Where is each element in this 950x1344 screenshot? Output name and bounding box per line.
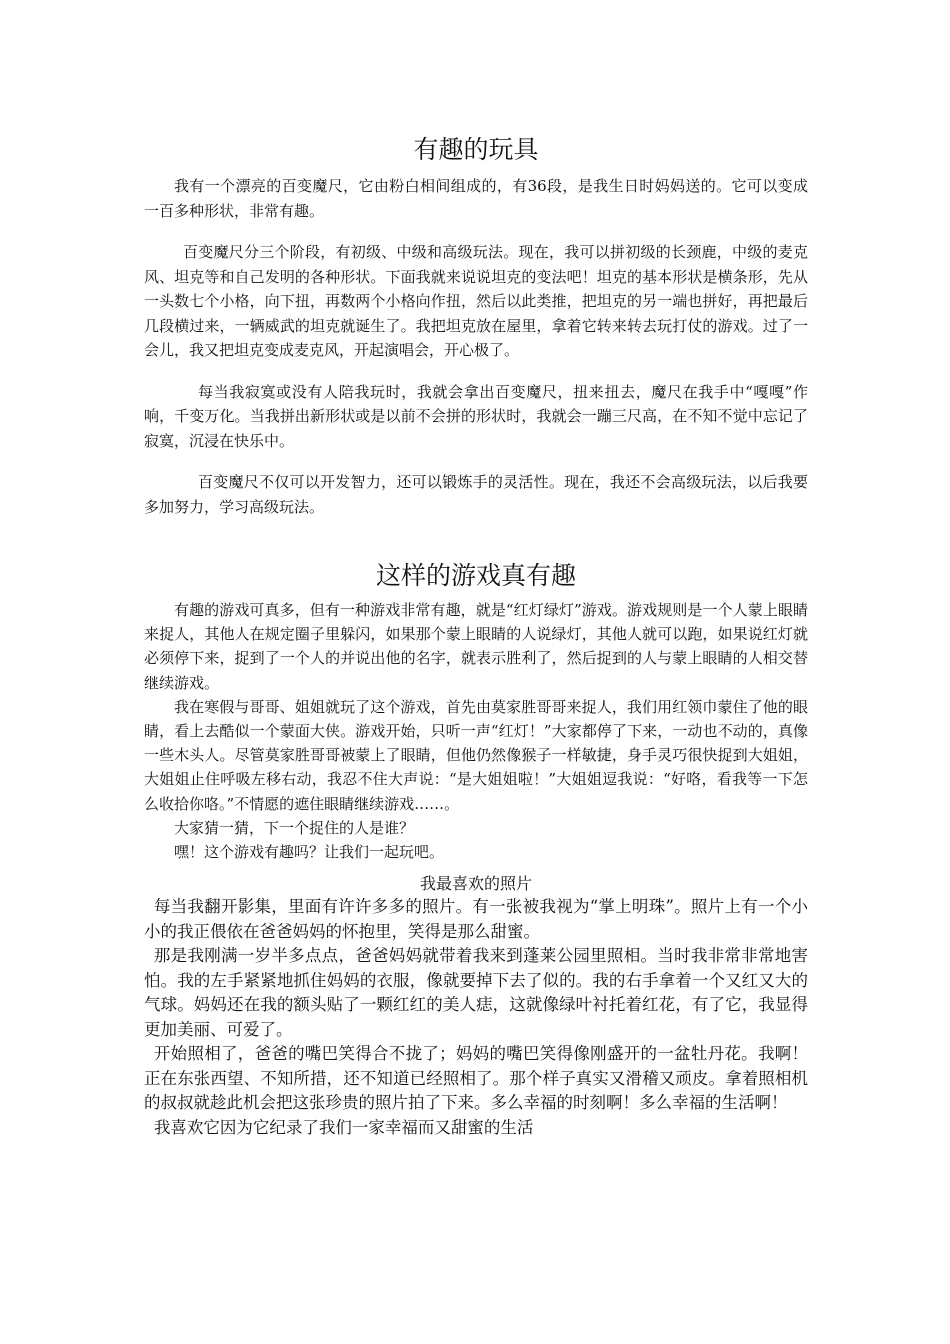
essay-photo-paragraph-4: 我喜欢它因为它纪录了我们一家幸福而又甜蜜的生活 bbox=[153, 1117, 534, 1137]
essay-game-paragraph-3: 大家猜一猜，下一个捉住的人是谁？ bbox=[174, 818, 415, 837]
essay-toy bbox=[144, 134, 808, 519]
essay-game-paragraph-4: 嘿！这个游戏有趣吗？让我们一起玩吧。 bbox=[174, 843, 445, 862]
essay-game-paragraph-2: 我在寒假与哥哥、姐姐就玩了这个游戏，首先由莫家胜哥哥来捉人，我们用红领巾蒙住了他的眼睛，看上去酷似一个蒙面大侠。游戏开始，只听一声“红灯！”大家都停了下来，一动也不动的，真像一些木头人。尽管莫家胜哥哥被蒙上了眼睛，但他仍然像猴子一样敏捷，身手灵巧很快捉到大姐姐，大姐姐止住呼吸左移右动，我忍不住大声说：“是大姐姐啦！”大姐姐逗我说：“好咯，看我等一下怎么收拾你咯。”不情愿的遮住眼睛继续游戏……。 bbox=[144, 697, 808, 813]
essay-game-paragraph-1: 有趣的游戏可真多，但有一种游戏非常有趣，就是“红灯绿灯”游戏。游戏规则是一个人蒙上眼睛来捉人，其他人在规定圈子里躲闪，如果那个蒙上眼睛的人说绿灯，其他人就可以跑，如果说红灯就必须停下来，捉到了一个人的并说出他的名字，就表示胜利了，然后捉到的人与蒙上眼睛的人相交替继续游戏。 bbox=[144, 601, 808, 692]
essay-photo-title: 我最喜欢的照片 bbox=[419, 874, 532, 893]
essay-toy-paragraph-4: 百变魔尺不仅可以开发智力，还可以锻炼手的灵活性。现在，我还不会高级玩法，以后我要多加努力，学习高级玩法。 bbox=[144, 473, 808, 516]
essay-photo-paragraph-2: 那是我刚满一岁半多点点，爸爸妈妈就带着我来到蓬莱公园里照相。当时我非常非常地害怕。我的左手紧紧地抓住妈妈的衣服，像就要掉下去了似的。我的右手拿着一个又红又大的气球。妈妈还在我的额头贴了一颗红红的美人痣，这就像绿叶衬托着红花，有了它，我显得更加美丽、可爱了。 bbox=[144, 946, 808, 1039]
essay-photo bbox=[144, 873, 808, 1140]
essay-toy-title: 有趣的玩具 bbox=[413, 135, 539, 164]
essay-toy-paragraph-3: 每当我寂寞或没有人陪我玩时，我就会拿出百变魔尺，扭来扭去，魔尺在我手中“嘎嘎”作响，千变万化。当我拼出新形状或是以前不会拼的形状时，我就会一蹦三尺高，在不知不觉中忘记了寂寞，沉浸在快乐中。 bbox=[144, 382, 808, 450]
essay-photo-paragraph-1: 每当我翻开影集，里面有许许多多的照片。有一张被我视为“掌上明珠”。照片上有一个小小的我正偎依在爸爸妈妈的怀抱里，笑得是那么甜蜜。 bbox=[144, 897, 808, 941]
essay-game bbox=[144, 560, 808, 864]
essay-game-title: 这样的游戏真有趣 bbox=[375, 561, 576, 590]
essay-toy-paragraph-2: 百变魔尺分三个阶段，有初级、中级和高级玩法。现在，我可以拼初级的长颈鹿，中级的麦克风、坦克等和自己发明的各种形状。下面我就来说说坦克的变法吧！坦克的基本形状是横条形，先从一头数七个小格，向下扭，再数两个小格向作扭，然后以此类推，把坦克的另一端也拼好，再把最后几段横过来，一辆威武的坦克就诞生了。我把坦克放在屋里，拿着它转来转去玩打仗的游戏。过了一会儿，我又把坦克变成麦克风，开起演唱会，开心极了。 bbox=[144, 243, 808, 359]
essay-photo-paragraph-3: 开始照相了，爸爸的嘴巴笑得合不拢了；妈妈的嘴巴笑得像刚盛开的一盆牡丹花。我啊！正在东张西望、不知所措，还不知道已经照相了。那个样子真实又滑稽又顽皮。拿着照相机的叔叔就趁此机会把这张珍贵的照片拍了下来。多么幸福的时刻啊！多么幸福的生活啊！ bbox=[144, 1044, 808, 1112]
essay-toy-paragraph-1: 我有一个漂亮的百变魔尺，它由粉白相间组成的，有36段，是我生日时妈妈送的。它可以变成一百多种形状，非常有趣。 bbox=[144, 177, 808, 220]
